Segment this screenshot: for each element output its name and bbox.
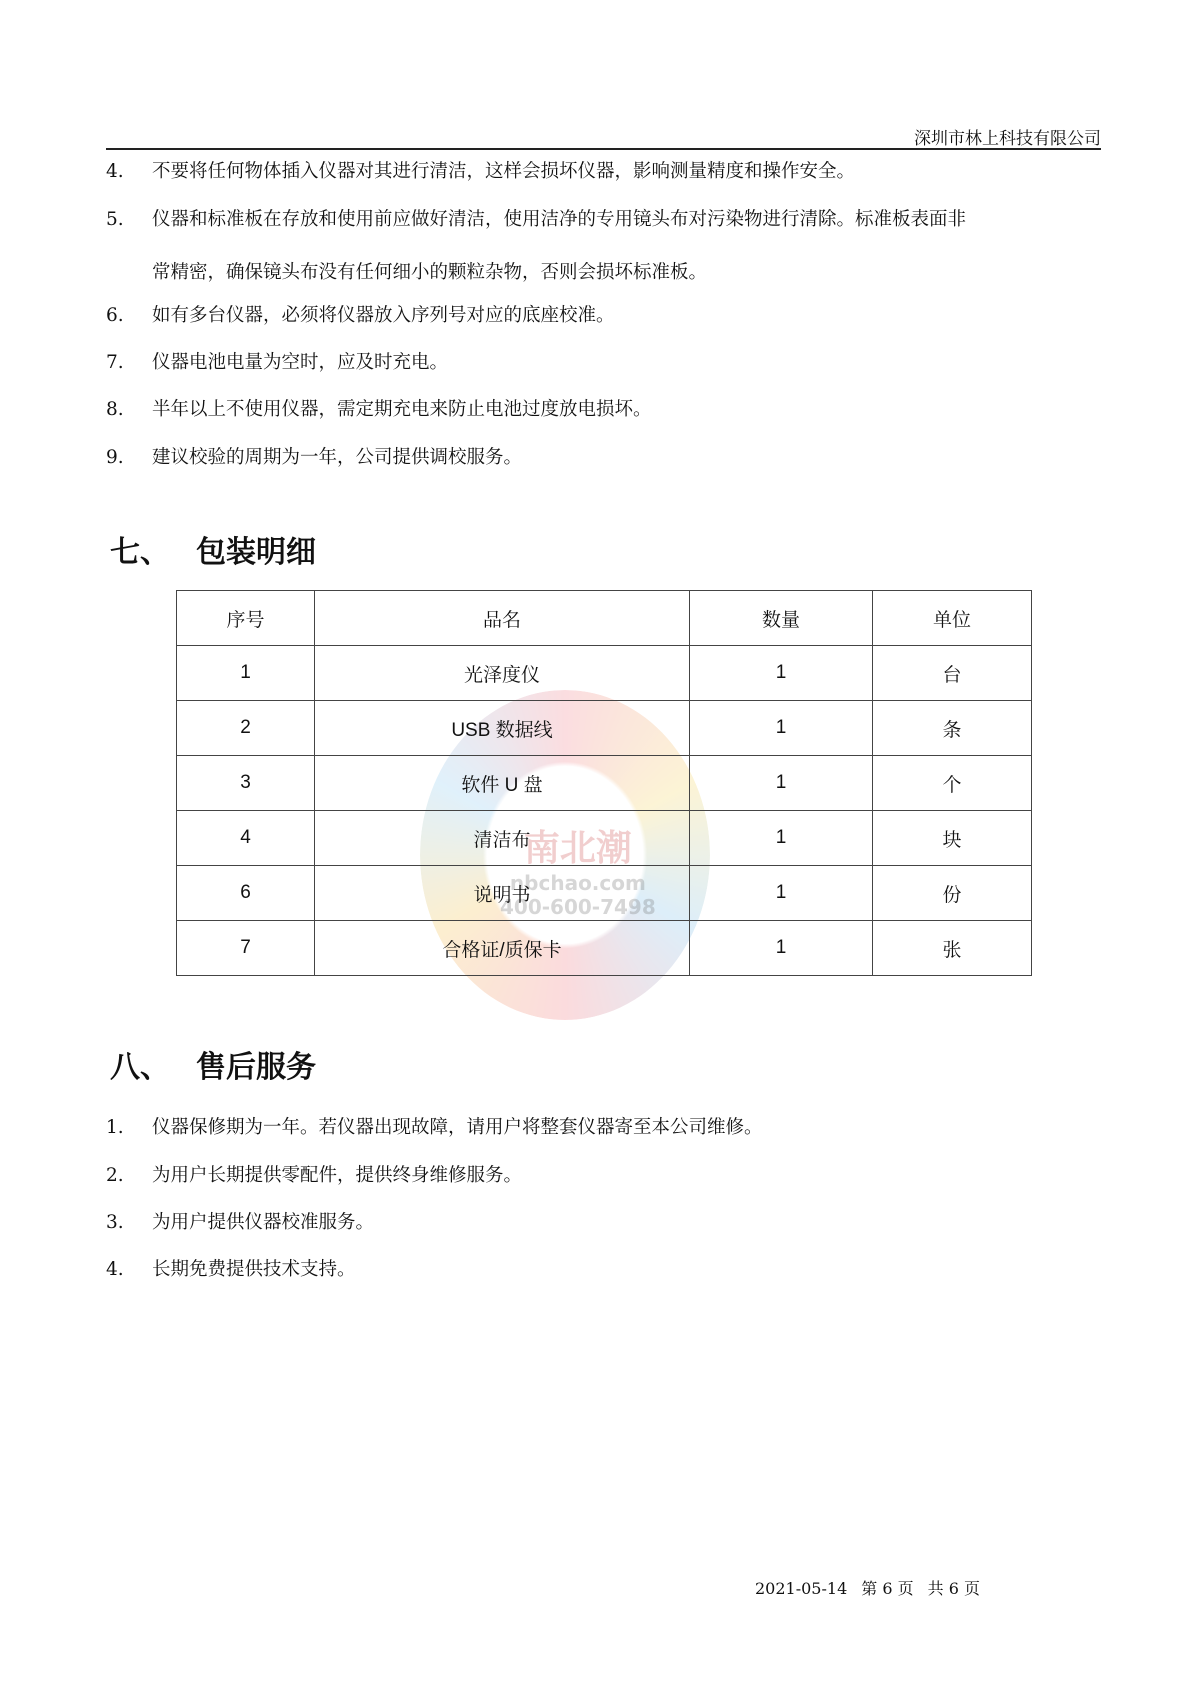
header-cell: 品名	[315, 591, 690, 646]
watermark-site: nbchao.com	[509, 871, 646, 895]
watermark-phone: 400-600-7498	[500, 895, 656, 919]
service-item	[106, 1166, 522, 1186]
item-text: 长期免费提供技术支持。	[152, 1259, 356, 1280]
item-number: 3.	[106, 1212, 124, 1233]
note-item	[106, 162, 855, 182]
item-number: 7.	[106, 352, 124, 373]
note-item	[106, 353, 448, 373]
item-text: 如有多台仪器，必须将仪器放入序列号对应的底座校准。	[152, 305, 615, 326]
header-company: 深圳市林上科技有限公司	[914, 129, 1101, 149]
cell: 台	[873, 646, 1032, 701]
table-row	[177, 646, 1032, 701]
item-text: 建议校验的周期为一年，公司提供调校服务。	[152, 447, 523, 468]
item-number: 2.	[106, 1165, 124, 1186]
cell: 1	[690, 921, 873, 976]
table-row	[177, 921, 1032, 976]
item-text: 仪器和标准板在存放和使用前应做好清洁，使用洁净的专用镜头布对污染物进行清除。标准板表面非	[152, 209, 967, 230]
section-heading-after-sales	[110, 1042, 316, 1086]
packing-list-table	[176, 590, 1032, 976]
cell: 软件 U 盘	[315, 756, 690, 811]
section-number: 七、	[110, 535, 170, 570]
table-row	[177, 866, 1032, 921]
note-item	[106, 306, 615, 326]
cell: 6	[177, 866, 315, 921]
section-title: 包装明细	[196, 535, 316, 570]
cell: 个	[873, 756, 1032, 811]
cell: 张	[873, 921, 1032, 976]
cell: 说明书	[315, 866, 690, 921]
table-row	[177, 756, 1032, 811]
cell: 1	[690, 701, 873, 756]
service-item	[106, 1118, 763, 1138]
note-item	[106, 210, 966, 230]
item-text: 为用户提供仪器校准服务。	[152, 1212, 375, 1233]
section-title: 售后服务	[196, 1050, 316, 1085]
item-number: 4.	[106, 161, 124, 182]
item-number: 5.	[106, 209, 124, 230]
header-cell: 序号	[177, 591, 315, 646]
cell: 块	[873, 811, 1032, 866]
footer-page: 第 6 页	[861, 1579, 914, 1598]
item-text: 仪器电池电量为空时，应及时充电。	[152, 352, 449, 373]
item-number: 8.	[106, 399, 124, 420]
cell: 1	[690, 646, 873, 701]
item-number: 9.	[106, 447, 124, 468]
cell: 条	[873, 701, 1032, 756]
cell: 3	[177, 756, 315, 811]
item-text: 为用户长期提供零配件，提供终身维修服务。	[152, 1165, 523, 1186]
cell: USB 数据线	[315, 701, 690, 756]
section-number: 八、	[110, 1050, 170, 1085]
service-item	[106, 1213, 374, 1233]
note-item	[106, 400, 652, 420]
item-text-continued: 常精密，确保镜头布没有任何细小的颗粒杂物，否则会损坏标准板。	[152, 262, 708, 283]
page-footer	[755, 1576, 994, 1599]
cell: 份	[873, 866, 1032, 921]
table-header-row	[177, 591, 1032, 646]
item-number: 1.	[106, 1117, 124, 1138]
watermark-name: 南北潮	[523, 828, 632, 869]
cell: 1	[690, 866, 873, 921]
table-row	[177, 811, 1032, 866]
cell: 1	[690, 756, 873, 811]
item-text: 不要将任何物体插入仪器对其进行清洁，这样会损坏仪器，影响测量精度和操作安全。	[152, 161, 856, 182]
header-divider	[106, 148, 1101, 150]
header-cell: 单位	[873, 591, 1032, 646]
table-row	[177, 701, 1032, 756]
note-item	[106, 448, 522, 468]
cell: 光泽度仪	[315, 646, 690, 701]
cell: 合格证/质保卡	[315, 921, 690, 976]
cell: 2	[177, 701, 315, 756]
cell: 7	[177, 921, 315, 976]
section-heading-packing	[110, 527, 316, 571]
item-text: 仪器保修期为一年。若仪器出现故障，请用户将整套仪器寄至本公司维修。	[152, 1117, 763, 1138]
cell: 清洁布	[315, 811, 690, 866]
footer-total: 共 6 页	[927, 1579, 980, 1598]
cell: 4	[177, 811, 315, 866]
header-cell: 数量	[690, 591, 873, 646]
item-text: 半年以上不使用仪器，需定期充电来防止电池过度放电损坏。	[152, 399, 652, 420]
footer-date: 2021-05-14	[755, 1579, 848, 1598]
service-item	[106, 1260, 356, 1280]
cell: 1	[690, 811, 873, 866]
item-number: 6.	[106, 305, 124, 326]
cell: 1	[177, 646, 315, 701]
item-number: 4.	[106, 1259, 124, 1280]
